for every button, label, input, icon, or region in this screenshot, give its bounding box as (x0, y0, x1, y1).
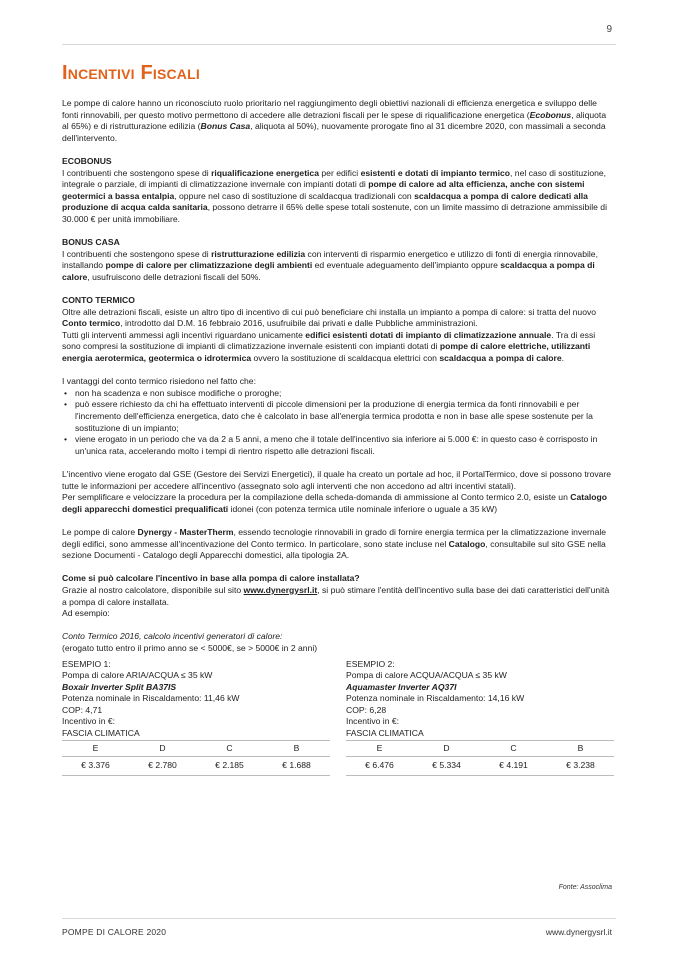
incentive-value: € 3.376 (62, 757, 129, 776)
fascia-label: FASCIA CLIMATICA (62, 728, 140, 739)
incentive-value: € 2.780 (129, 757, 196, 776)
table-row (62, 757, 330, 776)
incentive-value: € 5.334 (413, 757, 480, 776)
main-content (62, 98, 614, 776)
gse-paragraph-2: Per semplificare e velocizzare la procedura per la compilazione della scheda-domanda di ammissione al Conto termico 2.0, esiste un Catalogo degli apparecchi domestici prequalificati idonei (con potenza termica utile nominale inferiore o uguale a 35 kW) (62, 492, 608, 514)
bottom-rule (62, 918, 616, 919)
incentive-label: Incentivo in €: (346, 716, 400, 727)
example-caption: Conto Termico 2016, calcolo incentivi generatori di calore: (62, 631, 283, 642)
example-subcaption: (erogato tutto entro il primo anno se < 5000€, se > 5000€ in 2 anni) (62, 642, 318, 653)
examples-container (62, 659, 614, 776)
list-item: • viene erogato in un periodo che va da 2 a 5 anni, a meno che il totale dell'incentivo sia inferiore ai 5.000 €: in questo caso è corrisposto in un'unica rata, accelerando molto i tempi di rientro rispetto alle detrazioni fiscali. (75, 434, 614, 457)
top-rule (62, 44, 616, 45)
intro-paragraph: Le pompe di calore hanno un riconosciuto ruolo prioritario nel raggiungimento degli obiettivi nazionali di efficienza energetica e sviluppo delle fonti rinnovabili, per questo motivo permettono di accedere alle detrazioni fiscali per le spese di riqualificazione energetica (Ecobonus, aliquota al 65%) e di ristrutturazione edilizia (Bonus Casa, aliquota al 50%), nuovamente prorogate fino al 31 dicembre 2020, con massimali a seconda dell'intervento. (62, 98, 607, 143)
incentive-value: € 2.185 (196, 757, 263, 776)
zone-header: D (129, 740, 196, 757)
example-title: ESEMPIO 1: (62, 658, 111, 669)
zone-header: B (547, 740, 614, 757)
example-cop: COP: 4,71 (62, 704, 103, 715)
bonus-casa-heading: BONUS CASA (62, 237, 120, 248)
calc-paragraph: Grazie al nostro calcolatore, disponibile sul sito www.dynergysrl.it, si può stimare l'entità dell'incentivo sulla base dei dati caratteristici dell'unità a pompa di calore installata. (62, 584, 610, 607)
example-1 (62, 659, 330, 776)
website-link[interactable]: www.dynergysrl.it (243, 584, 318, 595)
conto-termico-paragraph-2: Tutti gli interventi ammessi agli incentivi riguardano unicamente edifici esistenti dotati di impianto di climatizzazione annuale. Tra di essi sono compresi la sostituzione di impianti di climatizzazione invernale esistenti con impianti dotati di pompe di calore elettriche, utilizzanti energia aerotermica, geotermica o idrotermica ovvero la sostituzione di scaldacqua elettrici con scaldacqua a pompa di calore. (62, 329, 596, 364)
calc-question: Come si può calcolare l'incentivo in base alla pompa di calore installata? (62, 573, 360, 584)
example-type: Pompa di calore ARIA/ACQUA ≤ 35 kW (62, 670, 213, 681)
incentive-label: Incentivo in €: (62, 716, 116, 727)
dynergy-paragraph: Le pompe di calore Dynergy - MasterTherm, essendo tecnologie rinnovabili in grado di fornire energia termica per la climatizzazione invernale degli edifici, sono ammesse all'incentivazione del Conto termico. In particolare, sono state incluse nel Catalogo, consultabile sul sito GSE nella sezione Documenti - Catalogo degli Apparecchi domestici, alla tipologia 2A. (62, 526, 607, 561)
example-power: Potenza nominale in Riscaldamento: 14,16 kW (346, 693, 525, 704)
incentive-value: € 6.476 (346, 757, 413, 776)
incentive-table (62, 740, 330, 776)
table-row (346, 757, 614, 776)
conto-termico-heading: CONTO TERMICO (62, 295, 135, 306)
table-header-row (346, 740, 614, 757)
example-type: Pompa di calore ACQUA/ACQUA ≤ 35 kW (346, 670, 507, 681)
conto-termico-paragraph-1: Oltre alle detrazioni fiscali, esiste un altro tipo di incentivo di cui può beneficiare chi installa un impianto a pompa di calore: si tratta del nuovo Conto termico, introdotto dal D.M. 16 febbraio 2016, usufruibile dai privati e dalle Pubbliche amministrazioni. (62, 306, 597, 329)
ecobonus-heading: ECOBONUS (62, 155, 112, 166)
bonus-casa-paragraph: I contribuenti che sostengono spese di ristrutturazione edilizia con interventi di risparmio energetico e utilizzo di fonti di energia rinnovabile, installando pompe di calore per climatizzazione degli ambienti ed eventuale adeguamento dell'impianto oppure scaldacqua a pompa di calore, usufruiscono delle detrazioni fiscali del 50%. (62, 248, 598, 282)
zone-header: E (346, 740, 413, 757)
zone-header: D (413, 740, 480, 757)
ecobonus-paragraph: I contribuenti che sostengono spese di riqualificazione energetica per edifici esistenti e dotati di impianto termico, nel caso di sostituzione, integrale o parziale, di impianti di climatizzazione invernale con impianti dotati di pompe di calore ad alta efficienza, anche con sistemi geotermici a bassa entalpia, oppure nel caso di sostituzione di scaldacqua tradizionali con scaldacqua a pompa di calore dedicati alla produzione di acqua calda sanitaria, possono detrarre il 65% delle spese totali sostenute, con un limite massimo di detrazione ammissibile di 30.000 € per unità immobiliare. (62, 167, 607, 224)
incentive-value: € 3.238 (547, 757, 614, 776)
example-cop: COP: 6,28 (346, 704, 387, 715)
zone-header: E (62, 740, 129, 757)
example-2 (346, 659, 614, 776)
incentive-value: € 4.191 (480, 757, 547, 776)
page-title: Incentivi Fiscali (62, 62, 200, 84)
zone-header: C (480, 740, 547, 757)
footer-title: POMPE DI CALORE 2020 (62, 927, 167, 937)
zone-header: B (263, 740, 330, 757)
source-note: Fonte: Assoclima (558, 884, 612, 891)
advantages-intro: I vantaggi del conto termico risiedono nel fatto che: (62, 376, 256, 387)
zone-header: C (196, 740, 263, 757)
example-model: Boxair Inverter Split BA37IS (62, 681, 177, 692)
page-number: 9 (606, 24, 612, 35)
example-title: ESEMPIO 2: (346, 658, 395, 669)
incentive-table (346, 740, 614, 776)
list-item: • non ha scadenza e non subisce modifiche o proroghe; (75, 388, 614, 400)
list-item: • può essere richiesto da chi ha effettuato interventi di piccole dimensioni per la produzione di energia termica da fonti rinnovabili e per l'incremento dell'efficienza energetica, dato che è calcolato in base all'energia termica prodotta e non in base alle spese sostenute per la sostituzione di un impianto; (75, 399, 614, 434)
footer-website[interactable]: www.dynergysrl.it (545, 927, 612, 937)
gse-paragraph-1: L'incentivo viene erogato dal GSE (Gestore dei Servizi Energetici), il quale ha creato un portale ad hoc, il PortalTermico, dove si possono trovare tutte le informazioni per accedere all'incentivo (assegnato solo agli interventi che non accedono ad altri incentivi statali). (62, 469, 612, 491)
example-power: Potenza nominale in Riscaldamento: 11,46 kW (62, 693, 240, 704)
advantages-list (62, 388, 614, 458)
example-model: Aquamaster Inverter AQ37I (346, 681, 457, 692)
fascia-label: FASCIA CLIMATICA (346, 728, 424, 739)
table-header-row (62, 740, 330, 757)
incentive-value: € 1.688 (263, 757, 330, 776)
calc-example-intro: Ad esempio: (62, 608, 110, 619)
